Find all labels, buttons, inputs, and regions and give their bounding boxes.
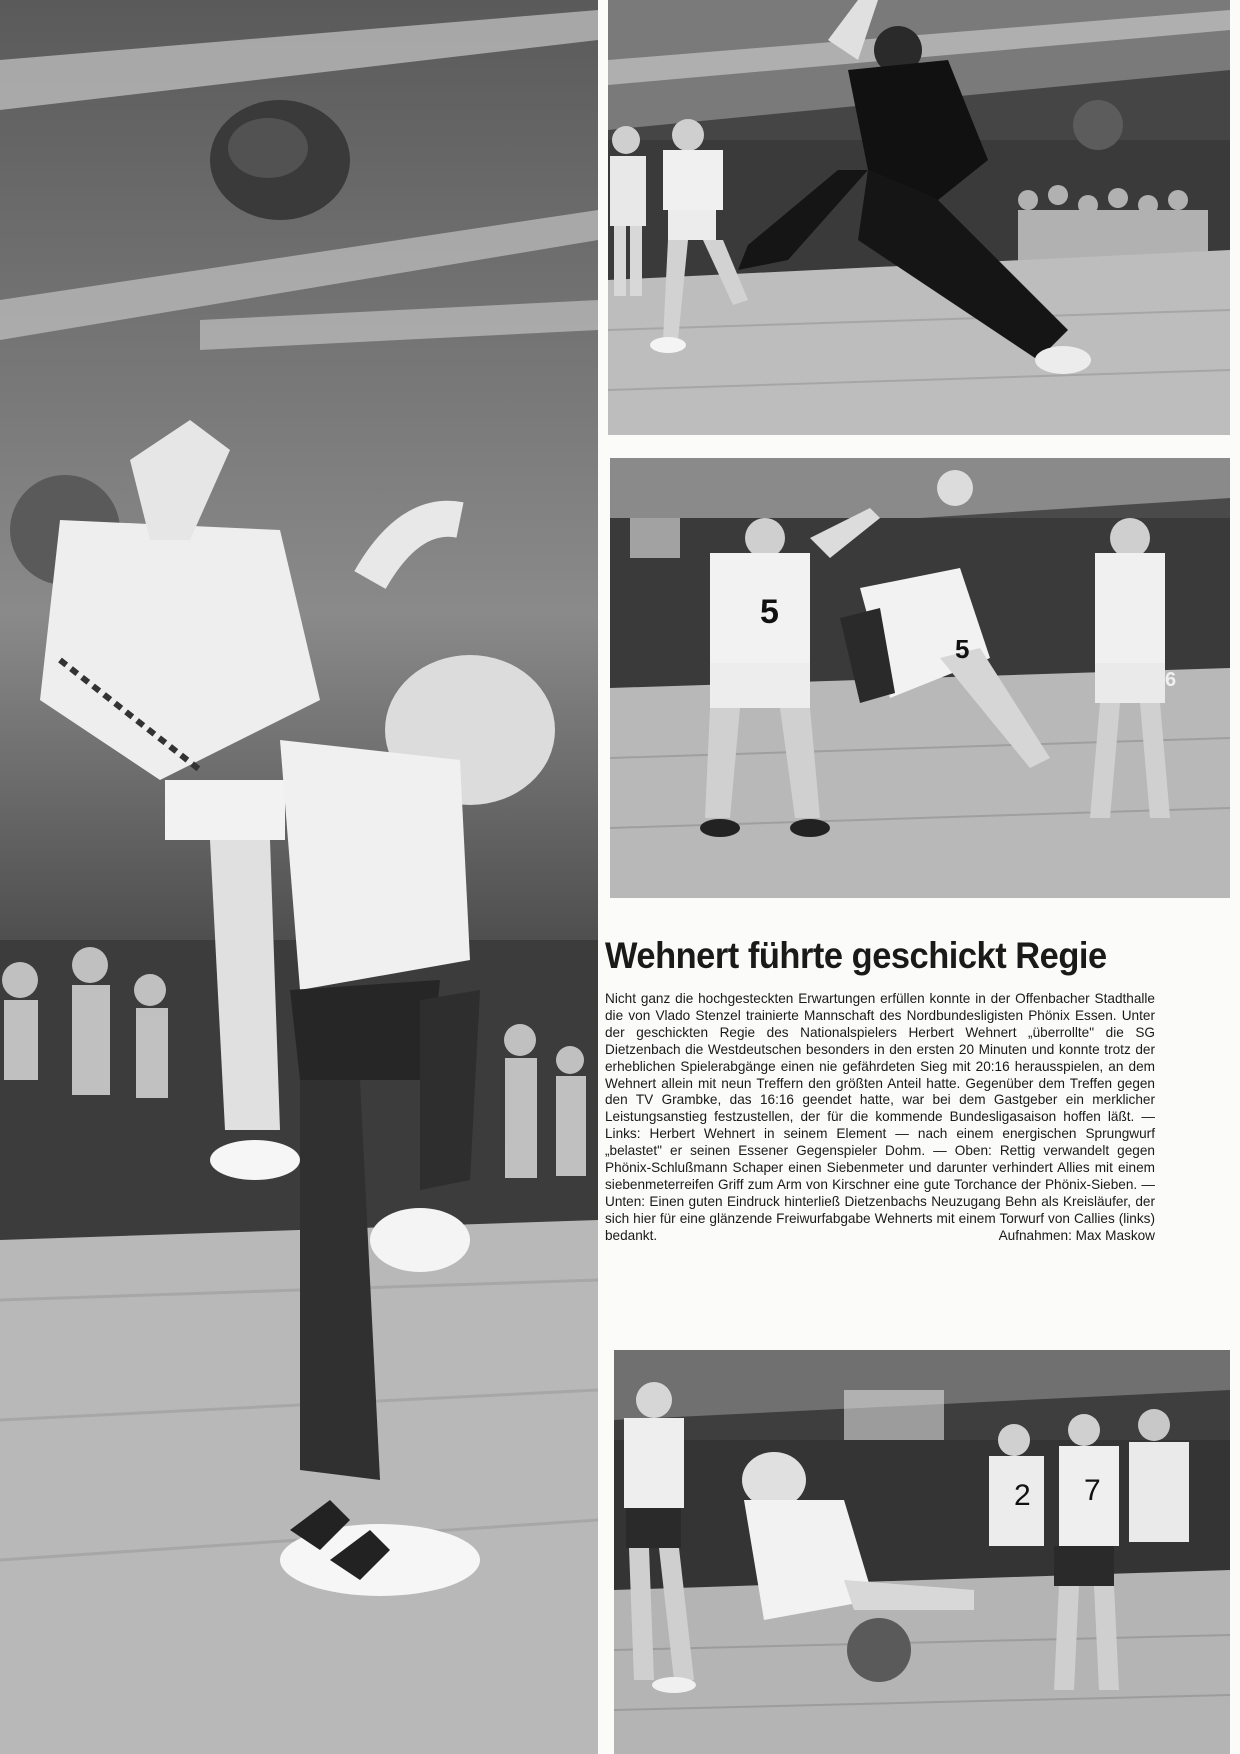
photo-bottom-image — [614, 1350, 1230, 1754]
photo-wehnert-jump-shot — [0, 0, 598, 1754]
jersey-number-5-falling: 5 — [955, 634, 970, 664]
jersey-number-6: 6 — [1165, 669, 1177, 691]
photo-middle-image — [610, 458, 1230, 898]
photo-top-image — [608, 0, 1230, 435]
article-headline: Wehnert führte geschickt Regie — [605, 935, 1107, 976]
photo-left-image — [0, 0, 598, 1754]
article-body — [605, 991, 1155, 1245]
article-body-text: Nicht ganz die hochgesteckten Erwartungen erfüllen konnte in der Offenbacher Stadthalle die von Vlado Stenzel trainierte Mannschaft des Nordbundesligisten Phönix Essen. Unter der geschickten Regie des Nationalspielers Herbert Wehnert „überrollte" die SG Dietzenbach die Westdeutschen besonders in den ersten 20 Minuten und konnte trotz der erheblichen Spielerabgänge einen nie gefährdeten Sieg mit 20:16 herausspielen, an dem Wehnert allein mit neun Treffern den größten Anteil hatte. Gegenüber dem Treffen gegen den TV Grambke, das 16:16 geendet hatte, war bei dem Gastgeber ein merklicher Leistungsanstieg festzustellen, der für die kommende Bundesligasaison hoffen läßt. — Links: Herbert Wehnert in seinem Element — nach einem energischen Sprungwurf „belastet" er seinen Essener Gegenspieler Dohm. — Oben: Rettig verwandelt gegen Phönix-Schlußmann Schaper einen Siebenmeter und darunter verhindert Allies mit einem siebenmeterreifen Griff zum Arm von Kirschner eine gute Torchance der Phönix-Sieben. — Unten: Einen guten Eindruck hinterließ Dietzenbachs Neuzugang Behn als Kreisläufer, der sich hier für eine glänzende Freiwurfabgabe Wehnerts mit einem Torwurf von Callies (links) bedankt. — [605, 991, 1155, 1243]
photo-allies-grip — [610, 458, 1230, 898]
photo-credit: Aufnahmen: Max Maskow — [998, 1227, 1155, 1243]
jersey-number-2: 2 — [1014, 1479, 1031, 1512]
jersey-number-7: 7 — [1084, 1474, 1101, 1507]
jersey-number-5-back: 5 — [760, 593, 779, 631]
article — [605, 935, 1155, 1245]
photo-behn-shot — [614, 1350, 1230, 1754]
photo-rettig-penalty — [608, 0, 1230, 435]
